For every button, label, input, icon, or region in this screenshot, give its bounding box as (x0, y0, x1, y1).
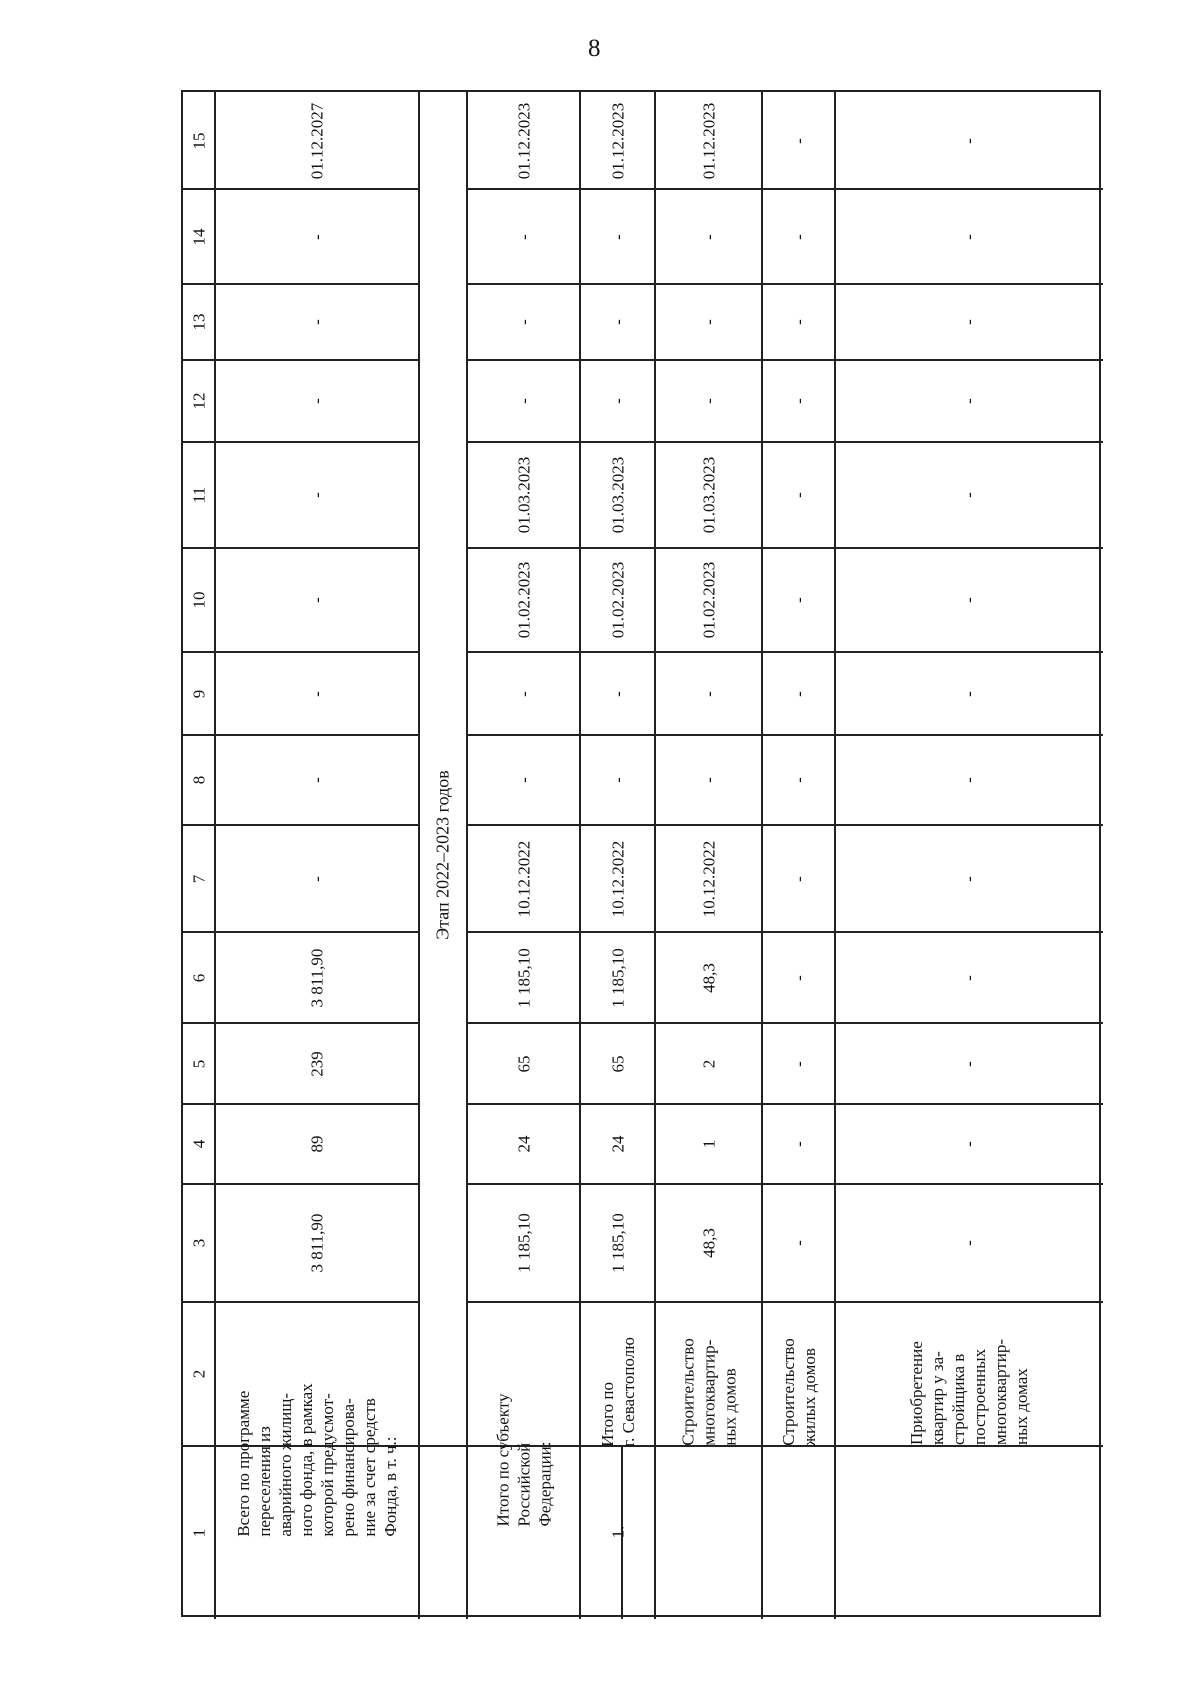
table-cell: - (959, 398, 979, 404)
column-separator (467, 1103, 1103, 1105)
column-separator (183, 1103, 419, 1105)
table-cell: - (959, 1141, 979, 1147)
column-separator (467, 359, 1103, 361)
table-cell: - (514, 398, 533, 404)
column-separator (467, 651, 1103, 653)
row-separator (654, 1446, 656, 1619)
table-cell: - (789, 875, 808, 882)
table-cell: - (789, 492, 808, 498)
table-cell: - (514, 233, 533, 240)
column-separator (183, 441, 419, 443)
table-cell: - (959, 777, 979, 783)
column-separator (183, 283, 419, 285)
table-cell: - (959, 875, 979, 882)
column-separator (467, 547, 1103, 549)
table-cell: 10.12.2022 (514, 840, 533, 917)
table-cell: 3 811,90 (307, 1213, 327, 1273)
row-separator (214, 92, 216, 1619)
table-cell: - (789, 233, 808, 240)
table-cell: - (959, 1240, 979, 1246)
table-cell: 1 185,10 (608, 947, 627, 1008)
table-cell: 65 (608, 1055, 627, 1072)
row-label: Итого по г. Севастополю (597, 1337, 638, 1447)
column-separator (419, 1445, 467, 1447)
column-number-header: 12 (189, 392, 209, 410)
stage-banner: Этап 2022–2023 годов (432, 770, 453, 940)
column-separator (467, 931, 1103, 933)
column-number-header: 2 (189, 1369, 209, 1379)
column-separator (183, 1445, 215, 1447)
column-separator (183, 547, 419, 549)
table-cell: 65 (514, 1055, 533, 1072)
table-cell: 1 185,10 (514, 947, 533, 1008)
table-cell: 24 (608, 1135, 627, 1153)
table-cell: - (699, 233, 718, 240)
row-label: Строительство жилых домов (778, 1338, 819, 1446)
table-cell: 48,3 (699, 1228, 718, 1258)
column-separator (467, 1183, 1103, 1185)
table-cell: - (959, 233, 979, 240)
table-cell: 01.02.2023 (514, 561, 533, 639)
table-cell: - (608, 398, 627, 404)
table-cell: - (789, 777, 808, 783)
page-number: 8 (588, 35, 601, 62)
table-cell: 10.12.2022 (699, 840, 718, 917)
column-separator (183, 734, 419, 736)
table-cell: 01.02.2023 (608, 561, 627, 639)
table-cell: - (959, 597, 979, 603)
column-separator (183, 1183, 419, 1185)
table-cell: - (959, 1060, 979, 1067)
row-separator (579, 92, 581, 1619)
row-separator (761, 92, 763, 1446)
table-cell: 01.12.2023 (514, 102, 533, 179)
table-cell: - (959, 974, 979, 981)
row-separator (654, 92, 656, 1446)
column-separator (467, 824, 1103, 826)
column-separator (183, 1301, 419, 1303)
column-number-header: 11 (189, 486, 209, 504)
table-cell: 01.03.2023 (514, 456, 533, 534)
column-separator (183, 188, 419, 190)
column-number-header: 8 (189, 775, 209, 785)
row-separator (834, 92, 836, 1446)
table-cell: - (789, 319, 808, 325)
table-cell: - (608, 777, 627, 783)
column-number-header: 5 (189, 1059, 209, 1068)
table-cell: 01.12.2023 (699, 102, 718, 179)
table-cell: - (307, 398, 327, 404)
table-cell: - (307, 875, 327, 882)
table-cell: 01.02.2023 (699, 561, 718, 639)
column-separator (183, 824, 419, 826)
table-cell: 2 (699, 1059, 718, 1068)
table-cell: - (789, 1060, 808, 1067)
table-cell: - (307, 597, 327, 603)
table-cell: 24 (514, 1135, 533, 1153)
table-cell: - (699, 777, 718, 783)
column-number-header: 10 (189, 591, 209, 609)
column-number-header: 1 (189, 1528, 209, 1537)
row-separator (418, 92, 420, 1619)
table-cell: - (307, 492, 327, 498)
table-cell: 01.12.2027 (307, 102, 327, 179)
table-cell: 239 (307, 1050, 327, 1077)
row-label: Итого по субъекту Российской Федерации: (493, 1393, 554, 1527)
table-cell: 01.03.2023 (699, 456, 718, 534)
table-cell: 1 185,10 (608, 1213, 627, 1273)
table-cell: - (699, 398, 718, 404)
table-cell: 48,3 (699, 962, 718, 993)
row-separator (466, 92, 468, 1619)
table-cell: - (789, 137, 808, 144)
table-cell: - (959, 319, 979, 325)
table-cell: - (608, 319, 627, 325)
table-cell: - (789, 1141, 808, 1147)
column-separator (467, 1301, 1103, 1303)
column-separator (183, 651, 419, 653)
table-cell: - (514, 777, 533, 783)
column-number-header: 3 (189, 1238, 209, 1248)
table-cell: - (959, 690, 979, 697)
table-cell: - (789, 974, 808, 981)
table-cell: 01.12.2023 (608, 102, 627, 179)
row-separator (834, 1446, 836, 1619)
table-cell: 3 811,90 (307, 948, 327, 1007)
column-separator (467, 734, 1103, 736)
table-cell: - (307, 233, 327, 240)
table-cell: - (307, 690, 327, 697)
table-cell: 10.12.2022 (608, 840, 627, 917)
row-separator (761, 1446, 763, 1619)
table-cell: - (789, 690, 808, 697)
table-cell: - (307, 777, 327, 783)
table-cell: - (789, 398, 808, 404)
resettlement-table (181, 90, 1101, 1617)
row-label: Строительство многоквартир- ных домов (678, 1338, 739, 1446)
table-cell: - (307, 319, 327, 325)
table-cell: - (699, 319, 718, 325)
column-number-header: 14 (189, 228, 209, 245)
column-separator (183, 1022, 419, 1024)
column-separator (467, 188, 1103, 190)
table-cell: - (959, 137, 979, 144)
column-separator (467, 1022, 1103, 1024)
column-separator (183, 359, 419, 361)
column-number-header: 15 (189, 132, 209, 149)
column-number-header: 4 (189, 1139, 209, 1149)
row-number: 1. (608, 1525, 627, 1539)
column-number-header: 7 (189, 874, 209, 883)
column-number-header: 9 (189, 689, 209, 698)
column-number-header: 6 (189, 973, 209, 982)
table-cell: 89 (307, 1135, 327, 1153)
table-cell: - (608, 233, 627, 240)
table-cell: - (514, 319, 533, 325)
table-cell: 01.03.2023 (608, 456, 627, 534)
table-cell: - (789, 1240, 808, 1246)
table-cell: 1 (699, 1139, 718, 1149)
table-cell: - (699, 690, 718, 697)
column-separator (467, 441, 1103, 443)
column-number-header: 13 (189, 313, 209, 331)
table-cell: - (514, 690, 533, 697)
row-label: Всего по программе переселения из аварийного жилищ- ного фонда, в рамках которой предусмот- рено финансирова- ние за счет средств Фонда, в т. ч.: (234, 1383, 400, 1537)
table-cell: 1 185,10 (514, 1213, 533, 1273)
column-separator (467, 283, 1103, 285)
table-cell: - (789, 597, 808, 603)
column-separator (183, 931, 419, 933)
row-label: Приобретение квартир у за- стройщика в построенных многоквартир- ных домах (907, 1339, 1031, 1445)
table-cell: - (608, 690, 627, 697)
table-cell: - (959, 492, 979, 498)
